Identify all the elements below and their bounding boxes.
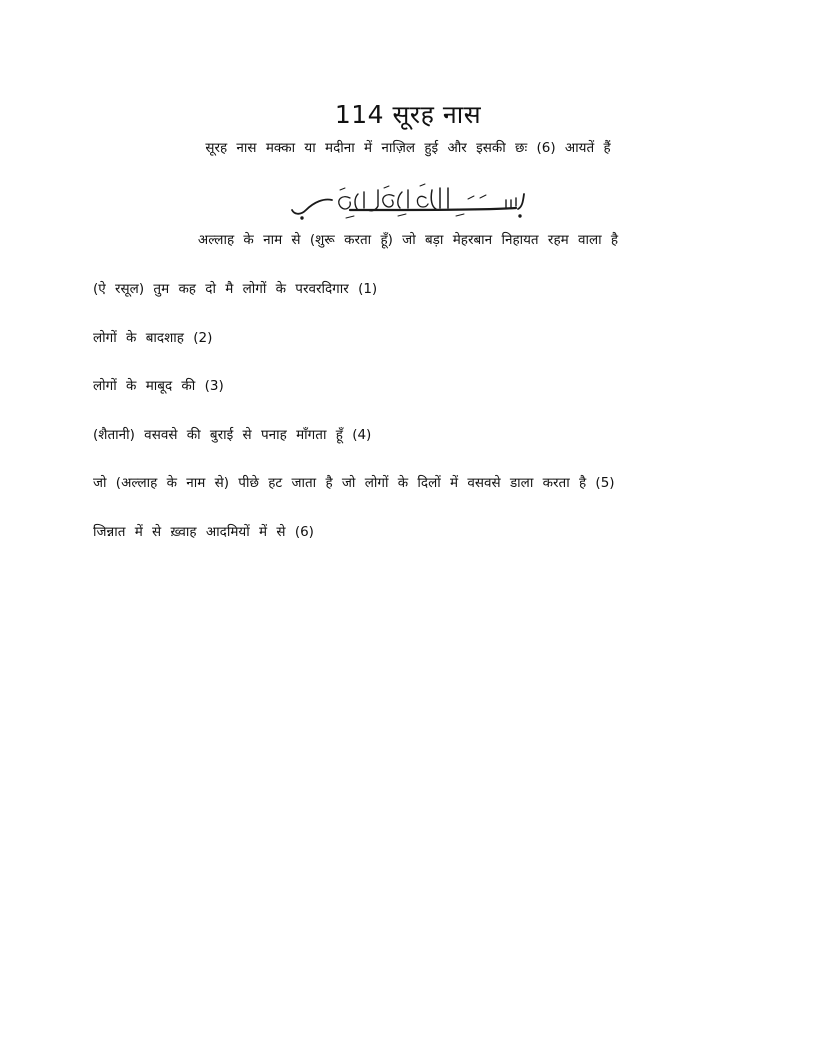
bismillah-calligraphy xyxy=(280,180,536,226)
verse-4: (शैतानी) वसवसे की बुराई से पनाह माँगता हूँ (4) xyxy=(93,426,372,443)
surah-title: 114 सूरह नास xyxy=(334,100,482,129)
verse-1: (ऐ रसूल) तुम कह दो मै लोगों के परवरदिगार (1) xyxy=(93,281,378,297)
verse-list xyxy=(93,279,793,570)
verse-2: लोगों के बादशाह (2) xyxy=(93,329,213,346)
verse-5: जो (अल्लाह के नाम से) पीछे हट जाता है जो लोगों के दिलों में वसवसे डाला करता है (5) xyxy=(93,475,615,491)
verse-3: लोगों के माबूद की (3) xyxy=(93,378,224,394)
verse-6: जिन्नात में से ख़्वाह आदमियों में से (6) xyxy=(93,523,314,540)
surah-subtitle: सूरह नास मक्का या मदीना में नाज़िल हुई और इसकी छः (6) आयतें हैं xyxy=(205,140,611,156)
invocation-text: अल्लाह के नाम से (शुरू करता हूँ) जो बड़ा मेहरबान निहायत रहम वाला है xyxy=(197,232,619,248)
bismillah-calligraphy-image xyxy=(280,180,536,226)
